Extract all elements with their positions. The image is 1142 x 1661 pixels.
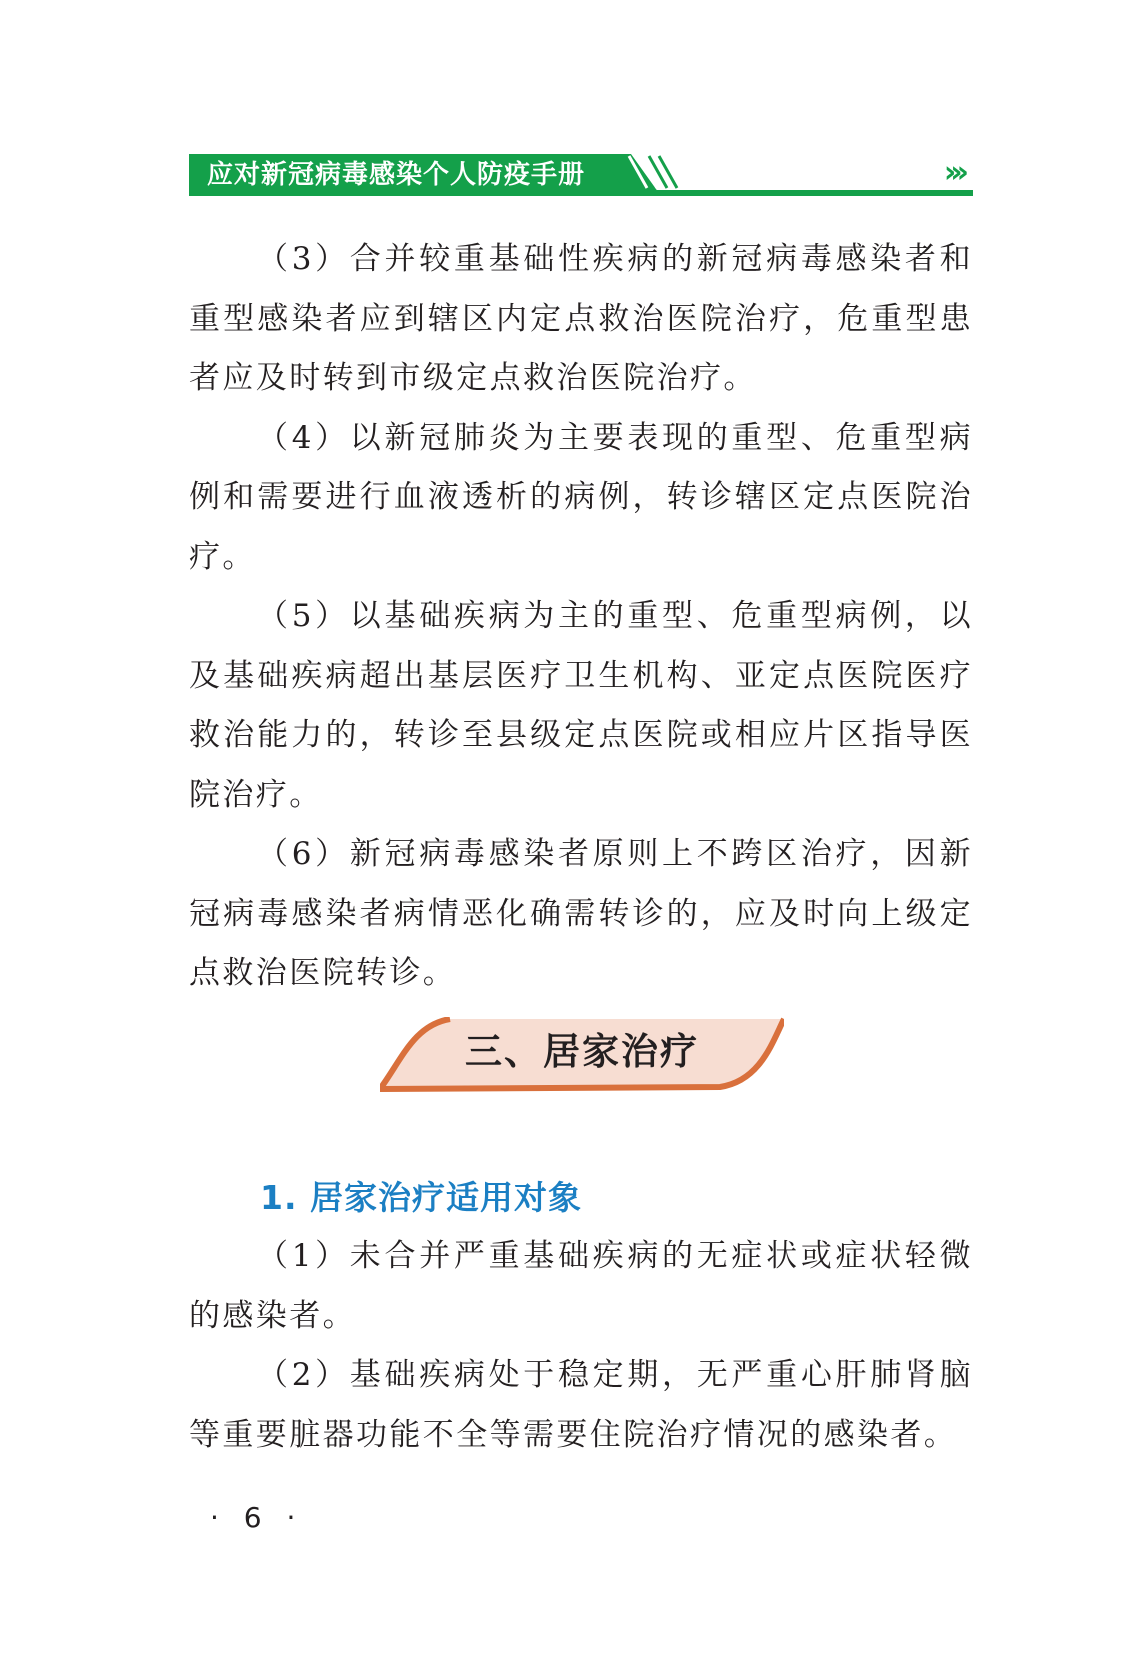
section-title: 三、居家治疗 [465, 1029, 699, 1073]
slash-stripes-icon [599, 154, 689, 196]
paragraph-4: （4）以新冠肺炎为主要表现的重型、危重型病例和需要进行血液透析的病例，转诊辖区定点医院治疗。 [189, 419, 973, 575]
paragraph-b2: （2）基础疾病处于稳定期，无严重心肝肺肾脑等重要脏器功能不全等需要住院治疗情况的感染者。 [189, 1357, 973, 1453]
paragraph-b1: （1）未合并严重基础疾病的无症状或症状轻微的感染者。 [189, 1238, 973, 1334]
body-text-top [189, 230, 973, 1004]
page-number: · 6 · [210, 1501, 304, 1534]
header-title: 应对新冠病毒感染个人防疫手册 [207, 160, 586, 190]
body-text-bottom [189, 1227, 973, 1465]
paragraph-3: （3）合并较重基础性疾病的新冠病毒感染者和重型感染者应到辖区内定点救治医院治疗，危重型患者应及时转到市级定点救治医院治疗。 [189, 241, 973, 396]
chevrons-right-icon: ››› [943, 155, 963, 190]
paragraph-6: （6）新冠病毒感染者原则上不跨区治疗，因新冠病毒感染者病情恶化确需转诊的，应及时向上级定点救治医院转诊。 [189, 836, 973, 991]
section-banner [380, 1017, 784, 1093]
subsection-heading: 1. 居家治疗适用对象 [260, 1178, 582, 1217]
paragraph-5: （5）以基础疾病为主的重型、危重型病例，以及基础疾病超出基层医疗卫生机构、亚定点医院医疗救治能力的，转诊至县级定点医院或相应片区指导医院治疗。 [189, 598, 973, 813]
running-header [189, 154, 973, 196]
